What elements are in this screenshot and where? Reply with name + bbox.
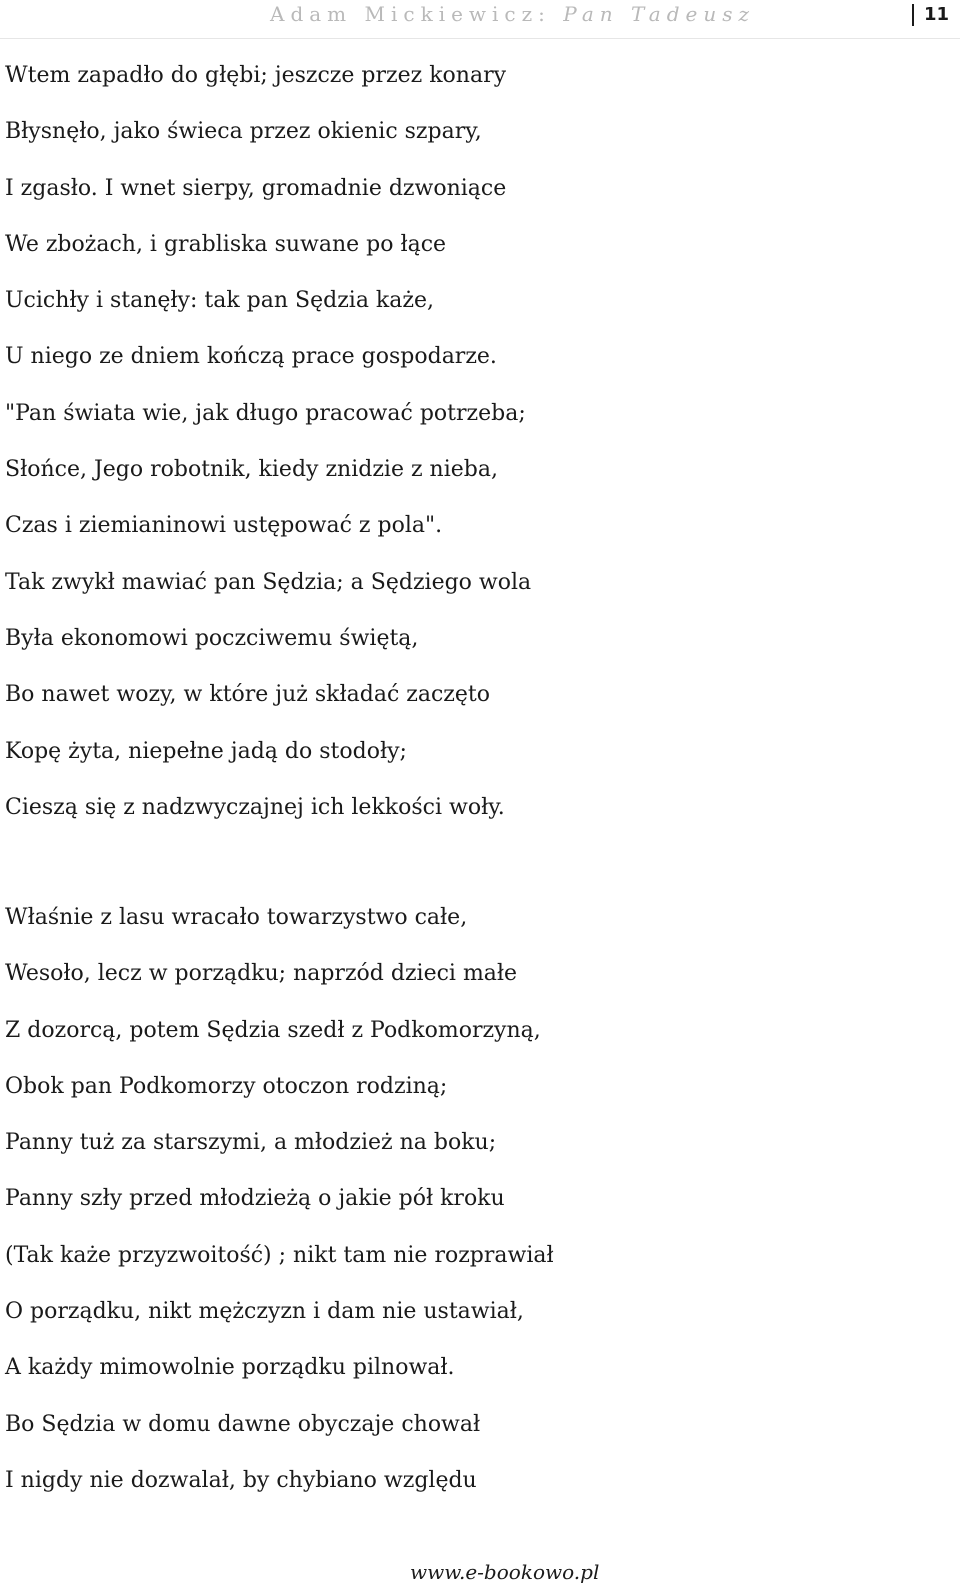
- verse-line: Bo Sędzia w domu dawne obyczaje chował: [5, 1411, 481, 1437]
- header-book-title: Pan Tadeusz: [563, 2, 756, 26]
- stanza-2: [5, 898, 554, 1517]
- verse-line: Tak zwykł mawiać pan Sędzia; a Sędziego wola: [5, 569, 532, 595]
- verse-line: Obok pan Podkomorzy otoczon rodziną;: [5, 1073, 448, 1099]
- verse-line: I zgasło. I wnet sierpy, gromadnie dzwoniące: [5, 175, 507, 201]
- stanza-1: [5, 56, 531, 844]
- verse-line: I nigdy nie dozwalał, by chybiano względu: [5, 1467, 477, 1493]
- verse-line: Kopę żyta, niepełne jadą do stodoły;: [5, 738, 407, 764]
- verse-line: Wtem zapadło do głębi; jeszcze przez konary: [5, 63, 507, 88]
- page-header: [0, 0, 960, 39]
- verse-line: O porządku, nikt mężczyzn i dam nie ustawiał,: [5, 1299, 524, 1325]
- verse-line: Bo nawet wozy, w które już składać zaczęto: [5, 682, 490, 708]
- verse-line: Panny szły przed młodzieżą o jakie pół kroku: [5, 1186, 505, 1212]
- verse-line: A każdy mimowolnie porządku pilnował.: [5, 1355, 455, 1381]
- verse-line: We zbożach, i grabliska suwane po łące: [5, 231, 447, 257]
- verse-line: "Pan świata wie, jak długo pracować potrzeba;: [5, 400, 526, 426]
- verse-line: Panny tuż za starszymi, a młodzież na boku;: [5, 1130, 497, 1156]
- verse-line: (Tak każe przyzwoitość) ; nikt tam nie rozprawiał: [5, 1242, 554, 1268]
- running-title: [270, 2, 755, 26]
- verse-line: Była ekonomowi poczciwemu świętą,: [5, 625, 419, 651]
- header-author: Adam Mickiewicz:: [270, 2, 551, 26]
- verse-line: Cieszą się z nadzwyczajnej ich lekkości woły.: [5, 794, 505, 820]
- verse-line: Wesoło, lecz w porządku; naprzód dzieci małe: [5, 961, 518, 987]
- footer-url: www.e-bookowo.pl: [410, 1560, 600, 1584]
- page-number: 11: [912, 4, 949, 26]
- verse-line: Z dozorcą, potem Sędzia szedł z Podkomorzyną,: [5, 1017, 541, 1043]
- verse-line: Błysnęło, jako świeca przez okienic szpary,: [5, 119, 482, 145]
- verse-line: Słońce, Jego robotnik, kiedy znidzie z nieba,: [5, 457, 498, 483]
- verse-line: U niego ze dniem kończą prace gospodarze.: [5, 344, 497, 370]
- verse-line: Ucichły i stanęły: tak pan Sędzia każe,: [5, 288, 434, 314]
- verse-line: Czas i ziemianinowi ustępować z pola".: [5, 513, 443, 539]
- verse-line: Właśnie z lasu wracało towarzystwo całe,: [5, 905, 468, 930]
